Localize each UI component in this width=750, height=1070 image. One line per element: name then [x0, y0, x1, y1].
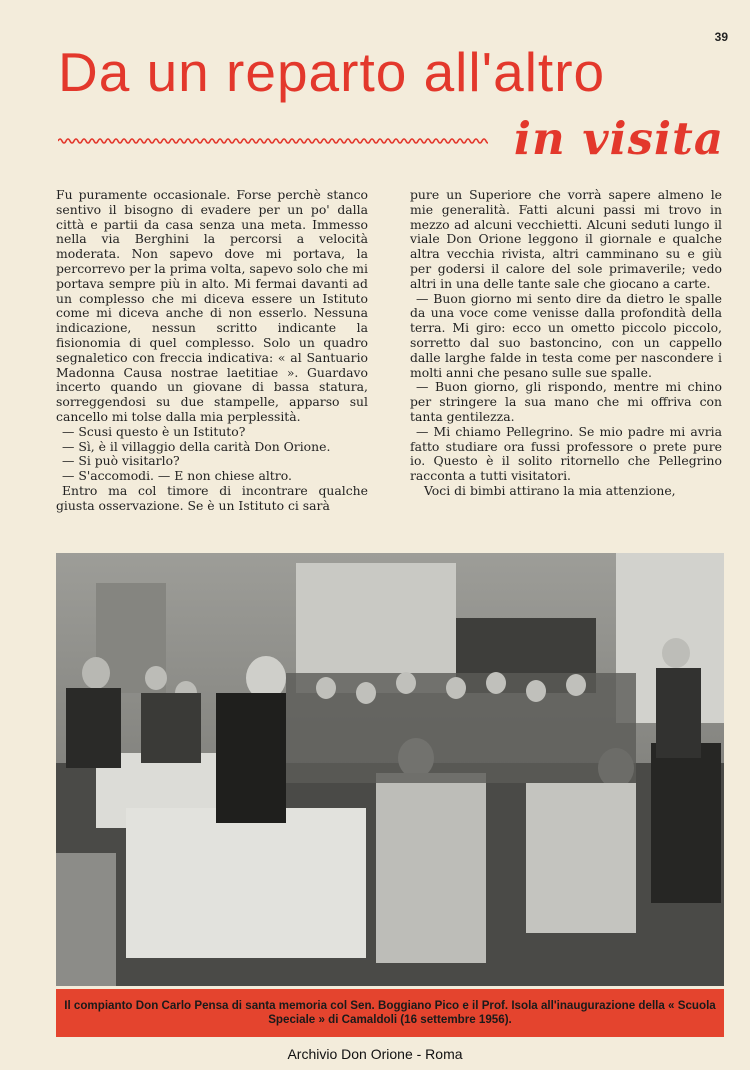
headline: Da un reparto all'altro	[58, 41, 606, 103]
article-column-left	[56, 188, 368, 514]
article-paragraph: Entro ma col timore di incontrare qualche giusta osservazione. Se è un Istituto ci sarà	[56, 482, 368, 513]
subheadline: in visita	[513, 112, 724, 165]
article-dialogue-line: — Scusi questo è un Istituto?	[62, 423, 246, 439]
photo-illustration	[56, 553, 724, 986]
photo-caption-text: Il compianto Don Carlo Pensa di santa memoria col Sen. Boggiano Pico e il Prof. Isola all'inaugurazione della « Scuola Speciale » di Camaldoli (16 settembre 1956).	[64, 999, 716, 1026]
page-number: 39	[714, 30, 728, 44]
article-paragraph: — Buon giorno, gli rispondo, mentre mi chino per stringere la sua mano che mi offriva con tanta gentilezza.	[410, 379, 722, 424]
wavy-rule-decoration	[58, 136, 488, 146]
article-paragraph: — Buon giorno mi sento dire da dietro le spalle da una voce come venisse dalla profondità della terra. Mi giro: ecco un ometto piccolo piccolo, sorretto dal suo bastoncino, con un cappello dalle larghe falde in testa come per nascondere i molti anni che pesano sulle sue spalle.	[410, 290, 722, 380]
article-paragraph: Voci di bimbi attirano la mia attenzione,	[424, 482, 676, 498]
article-dialogue-line: — S'accomodi. — E non chiese altro.	[62, 468, 292, 484]
article-paragraph: — Mi chiamo Pellegrino. Se mio padre mi avria fatto studiare ora fussi professore o prete pure io. Questo è il solito ritornello che Pellegrino racconta a tutti visitatori.	[410, 423, 722, 484]
photo-caption	[56, 989, 724, 1037]
article-paragraph: Fu puramente occasionale. Forse perchè stanco sentivo il bisogno di evadere per un po' dalla città e partii da casa senza una meta. Immesso nella via Berghini la percorsi a velocità moderata. Non sapevo dove mi portava, la percorrevo per la prima volta, sapevo solo che mi portava sempre più in alto. Mi fermai davanti ad un complesso che mi diceva essere un Istituto come mi diceva anche di non esserlo. Nessuna indicazione, nessun scritto indicante la fisionomia di quel complesso. Solo un quadro segnaletico con freccia indicativa: « al Santuario Madonna Causa nostrae laetitiae ». Guardavo incerto quando un giovane di bassa statura, sorreggendosi su due stampelle, apparso sul cancello mi tolse dalla mia perplessità.	[56, 187, 368, 424]
inauguration-photo	[56, 553, 724, 986]
article-dialogue-line: — Sì, è il villaggio della carità Don Orione.	[62, 438, 331, 454]
article-column-right	[410, 188, 722, 499]
article-paragraph: pure un Superiore che vorrà sapere almeno le mie generalità. Fatti alcuni passi mi trovo in mezzo ad alcuni vecchietti. Alcuni seduti lungo il viale Don Orione leggono il giornale e qualche altra vecchia rivista, altri camminano su e giù per godersi il calore del sole primaverile; vedo altri in una delle tante sale che giocano a carte.	[410, 187, 722, 291]
archive-footer: Archivio Don Orione - Roma	[287, 1046, 463, 1062]
article-dialogue-line: — Si può visitarlo?	[62, 453, 180, 469]
